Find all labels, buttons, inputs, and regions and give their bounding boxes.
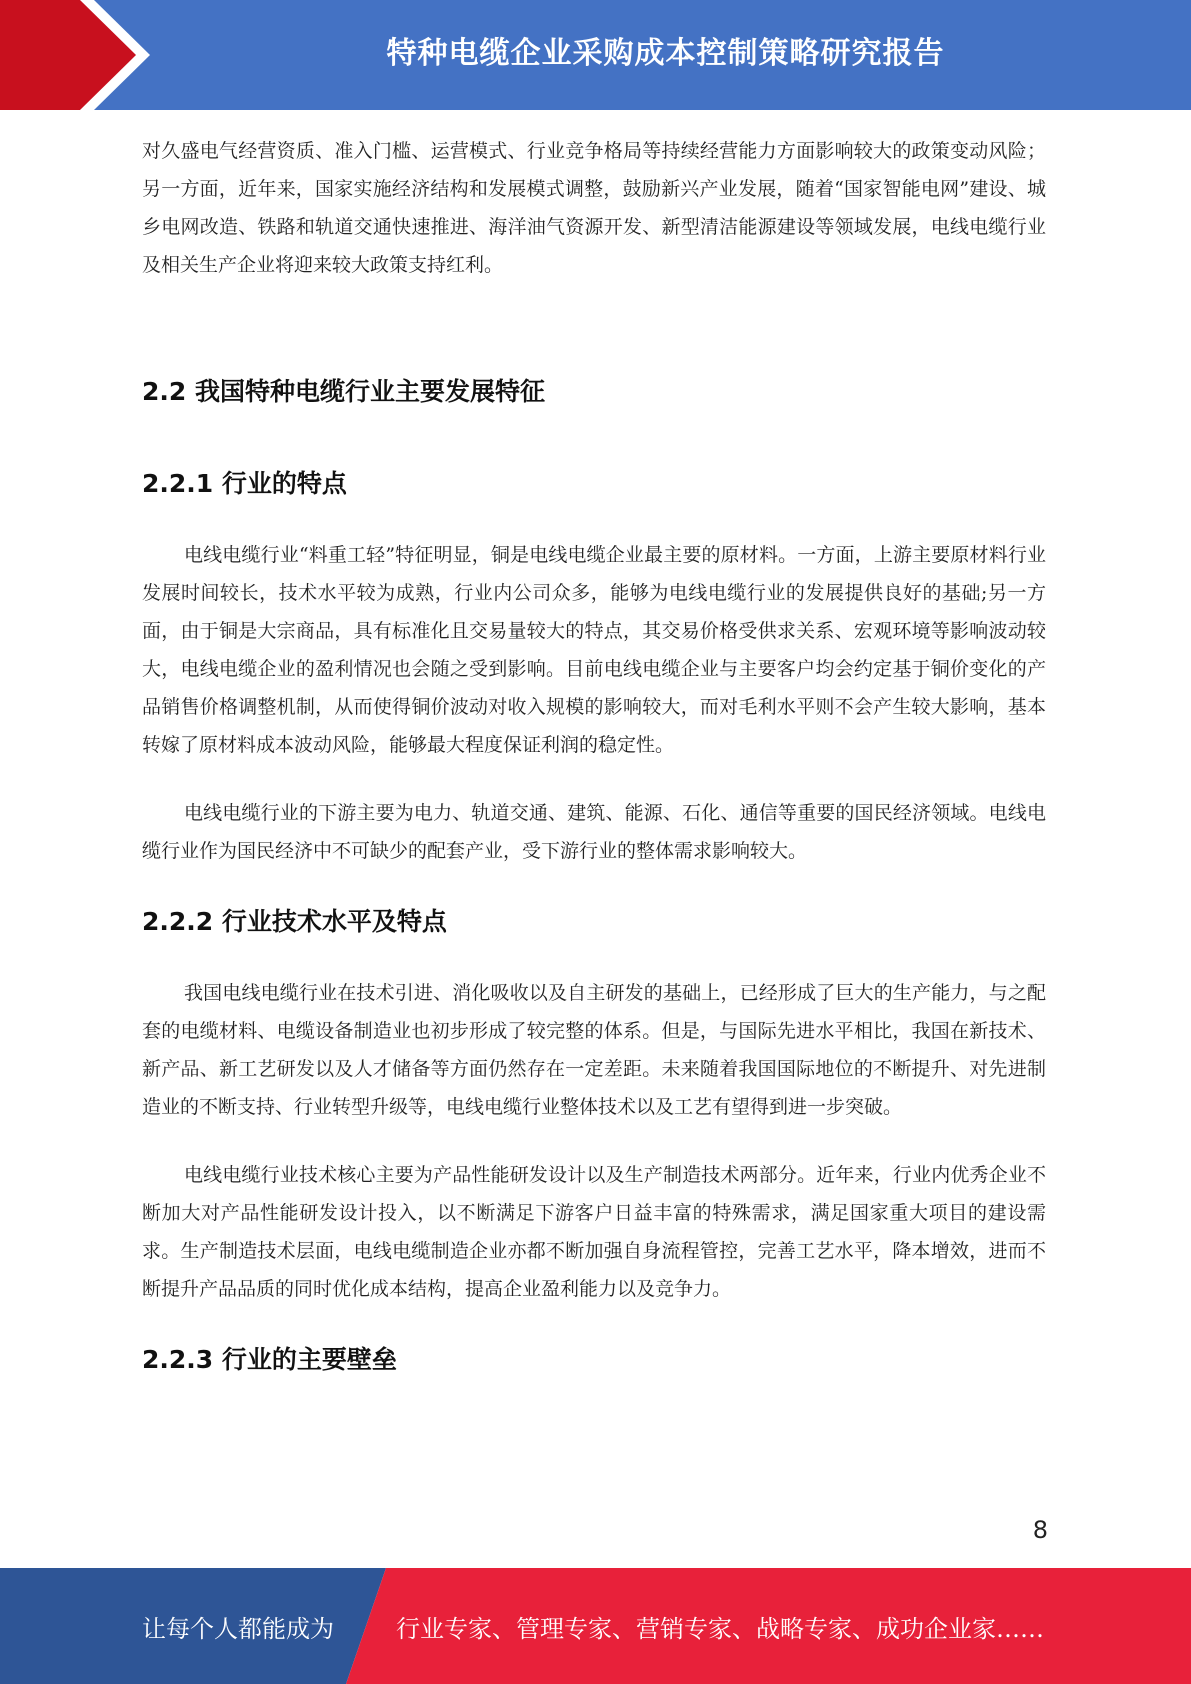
page-header xyxy=(0,0,1191,110)
page-footer xyxy=(0,1568,1191,1684)
footer-slogan-left: 让每个人都能成为 xyxy=(142,1614,334,1643)
report-title: 特种电缆企业采购成本控制策略研究报告 xyxy=(386,36,945,71)
intro-paragraph: 对久盛电气经营资质、准入门槛、运营模式、行业竞争格局等持续经营能力方面影响较大的政策变动风险；另一方面，近年来，国家实施经济结构和发展模式调整，鼓励新兴产业发展，随着“国家智能电网”建设、城乡电网改造、铁路和轨道交通快速推进、海洋油气资源开发、新型清洁能源建设等领域发展，电线电缆行业及相关生产企业将迎来较大政策支持红利。 xyxy=(142,140,1046,276)
section-heading-2-2-2: 2.2.2 行业技术水平及特点 xyxy=(142,907,447,936)
paragraph-2-2-1-b: 电线电缆行业的下游主要为电力、轨道交通、建筑、能源、石化、通信等重要的国民经济领域。电线电缆行业作为国民经济中不可缺少的配套产业，受下游行业的整体需求影响较大。 xyxy=(142,802,1046,862)
page-content xyxy=(142,132,1046,1376)
paragraph-2-2-2-a: 我国电线电缆行业在技术引进、消化吸收以及自主研发的基础上，已经形成了巨大的生产能力，与之配套的电缆材料、电缆设备制造业也初步形成了较完整的体系。但是，与国际先进水平相比，我国在新技术、新产品、新工艺研发以及人才储备等方面仍然存在一定差距。未来随着我国国际地位的不断提升、对先进制造业的不断支持、行业转型升级等，电线电缆行业整体技术以及工艺有望得到进一步突破。 xyxy=(142,982,1046,1118)
section-heading-2-2-1: 2.2.1 行业的特点 xyxy=(142,469,347,498)
section-heading-2-2-3: 2.2.3 行业的主要壁垒 xyxy=(142,1345,397,1374)
page-number: 8 xyxy=(1032,1516,1048,1544)
header-chevron-decoration xyxy=(0,0,160,110)
footer-slogan-right: 行业专家、管理专家、营销专家、战略专家、成功企业家…… xyxy=(396,1614,1044,1643)
section-heading-2-2: 2.2 我国特种电缆行业主要发展特征 xyxy=(142,377,545,406)
paragraph-2-2-1-a: 电线电缆行业“料重工轻”特征明显，铜是电线电缆企业最主要的原材料。一方面，上游主要原材料行业发展时间较长，技术水平较为成熟，行业内公司众多，能够为电线电缆行业的发展提供良好的基础;另一方面，由于铜是大宗商品，具有标准化且交易量较大的特点，其交易价格受供求关系、宏观环境等影响波动较大，电线电缆企业的盈利情况也会随之受到影响。目前电线电缆企业与主要客户均会约定基于铜价变化的产品销售价格调整机制，从而使得铜价波动对收入规模的影响较大，而对毛利水平则不会产生较大影响，基本转嫁了原材料成本波动风险，能够最大程度保证利润的稳定性。 xyxy=(142,544,1046,756)
paragraph-2-2-2-b: 电线电缆行业技术核心主要为产品性能研发设计以及生产制造技术两部分。近年来，行业内优秀企业不断加大对产品性能研发设计投入，以不断满足下游客户日益丰富的特殊需求，满足国家重大项目的建设需求。生产制造技术层面，电线电缆制造企业亦都不断加强自身流程管控，完善工艺水平，降本增效，进而不断提升产品品质的同时优化成本结构，提高企业盈利能力以及竞争力。 xyxy=(142,1164,1046,1300)
